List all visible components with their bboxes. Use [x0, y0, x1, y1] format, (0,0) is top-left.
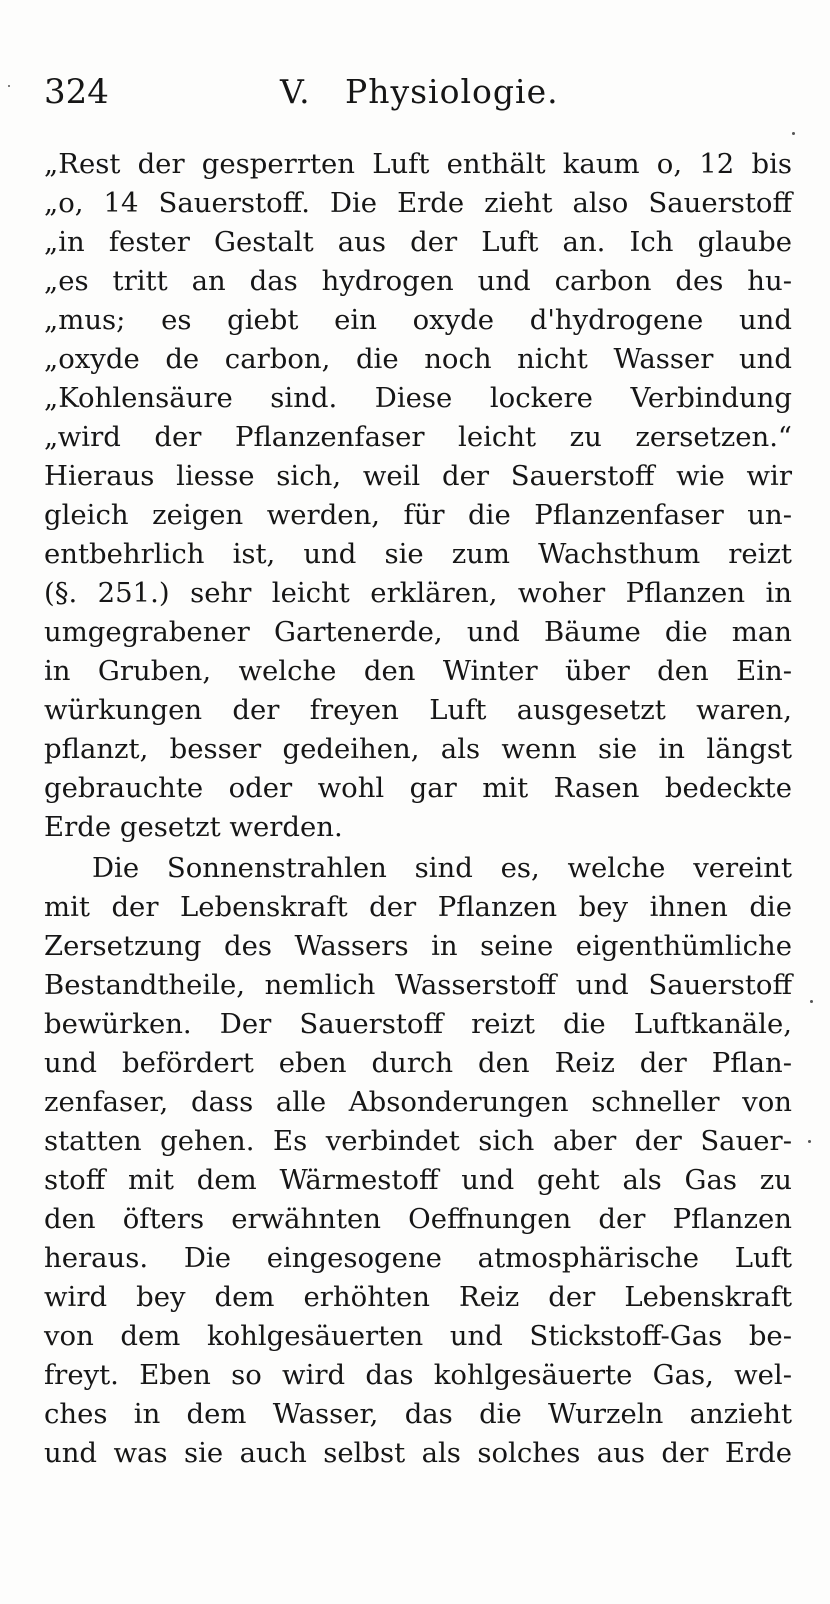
text-line: „in fester Gestalt aus der Luft an. Ich glaube [44, 226, 792, 258]
text-line: stoff mit dem Wärmestoff und geht als Gas zu [44, 1164, 792, 1196]
text-line: gebrauchte oder wohl gar mit Rasen bedeckte [44, 772, 792, 804]
text-line: freyt. Eben so wird das kohlgesäuerte Gas, wel- [44, 1359, 792, 1391]
print-speck [810, 1000, 813, 1003]
text-line: Die Sonnenstrahlen sind es, welche vereint [92, 852, 792, 884]
text-line: „oxyde de carbon, die noch nicht Wasser und [44, 343, 792, 375]
text-line: Bestandtheile, nemlich Wasserstoff und Sauerstoff [44, 969, 792, 1001]
text-line: Zersetzung des Wassers in seine eigenthümliche [44, 930, 792, 962]
text-line: bewürken. Der Sauerstoff reizt die Luftkanäle, [44, 1008, 792, 1040]
text-line: in Gruben, welche den Winter über den Ein- [44, 655, 792, 687]
text-line: „Kohlensäure sind. Diese lockere Verbindung [44, 382, 792, 414]
print-speck [8, 85, 10, 87]
text-line: (§. 251.) sehr leicht erklären, woher Pflanzen in [44, 577, 792, 609]
text-line: „mus; es giebt ein oxyde d'hydrogene und [44, 304, 792, 336]
text-line: Erde gesetzt werden. [44, 811, 343, 843]
print-speck [808, 1140, 811, 1143]
text-line: wird bey dem erhöhten Reiz der Lebenskraft [44, 1281, 792, 1313]
text-line: und was sie auch selbst als solches aus der Erde [44, 1437, 792, 1469]
text-line: den öfters erwähnten Oeffnungen der Pflanzen [44, 1203, 792, 1235]
text-line: zenfaser, dass alle Absonderungen schneller von [44, 1086, 792, 1118]
text-line: mit der Lebenskraft der Pflanzen bey ihnen die [44, 891, 792, 923]
text-line: gleich zeigen werden, für die Pflanzenfaser un- [44, 499, 792, 531]
text-line: „wird der Pflanzenfaser leicht zu zersetzen.“ [44, 421, 792, 453]
text-line: pflanzt, besser gedeihen, als wenn sie in längst [44, 733, 792, 765]
text-line: entbehrlich ist, und sie zum Wachsthum reizt [44, 538, 792, 570]
text-line: ches in dem Wasser, das die Wurzeln anzieht [44, 1398, 792, 1430]
page-header [44, 72, 784, 122]
text-line: von dem kohlgesäuerten und Stickstoff-Gas be- [44, 1320, 792, 1352]
text-line: „es tritt an das hydrogen und carbon des hu- [44, 265, 792, 297]
text-line: heraus. Die eingesogene atmosphärische Luft [44, 1242, 792, 1274]
running-title: V. Physiologie. [280, 72, 559, 111]
print-speck [792, 132, 795, 135]
text-line: würkungen der freyen Luft ausgesetzt waren, [44, 694, 792, 726]
text-line: „o, 14 Sauerstoff. Die Erde zieht also Sauerstoff [44, 187, 792, 219]
text-line: umgegrabener Gartenerde, und Bäume die man [44, 616, 792, 648]
text-line: „Rest der gesperrten Luft enthält kaum o, 12 bis [44, 148, 792, 180]
text-line: und befördert eben durch den Reiz der Pflan- [44, 1047, 792, 1079]
text-line: statten gehen. Es verbindet sich aber der Sauer- [44, 1125, 792, 1157]
text-line: Hieraus liesse sich, weil der Sauerstoff wie wir [44, 460, 792, 492]
page-number: 324 [44, 72, 109, 112]
